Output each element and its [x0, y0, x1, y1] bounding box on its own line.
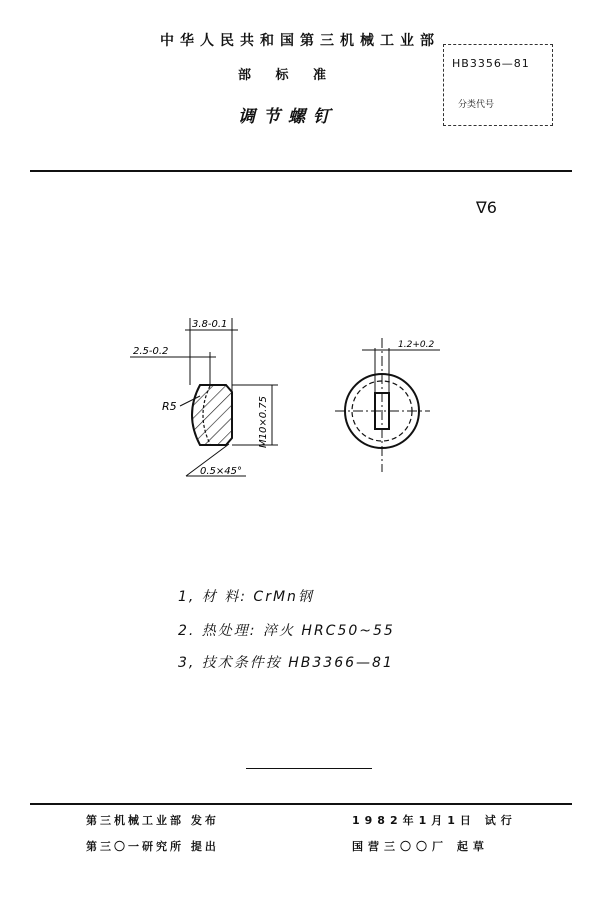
roughness-symbol: ∇6 [476, 198, 497, 217]
trial-date: 1982年1月1日 试行 [352, 814, 517, 827]
dim-thread: M10×0.75 [258, 396, 269, 448]
dim-width: 3.8-0.1 [192, 319, 228, 330]
footer-divider [30, 803, 572, 805]
end-mark [246, 768, 372, 769]
standard-code: HB3356—81 [452, 57, 530, 70]
screw-side-view [192, 385, 232, 445]
dim-radius: R5 [162, 400, 177, 413]
dim-slot-width: 1.2+0.2 [398, 340, 435, 350]
ministry-line: 中华人民共和国第三机械工业部 [160, 33, 440, 49]
drafted-by: 国营三〇〇厂 起草 [352, 840, 489, 853]
note-1: 1, 材 料: CrMn钢 [178, 589, 314, 605]
proposed-by: 第三〇一研究所 提出 [86, 840, 219, 853]
note-3: 3, 技术条件按 HB3366—81 [178, 655, 394, 671]
dim-chamfer: 0.5×45° [200, 466, 243, 477]
issued-by: 第三机械工业部 发布 [86, 814, 219, 827]
classification-label: 分类代号 [458, 100, 495, 110]
standard-type: 部 标 准 [238, 68, 337, 83]
dim-slot-depth: 2.5-0.2 [133, 346, 169, 357]
note-2: 2. 热处理: 淬火 HRC50~55 [178, 623, 395, 639]
page-title: 调节螺钉 [238, 107, 338, 127]
